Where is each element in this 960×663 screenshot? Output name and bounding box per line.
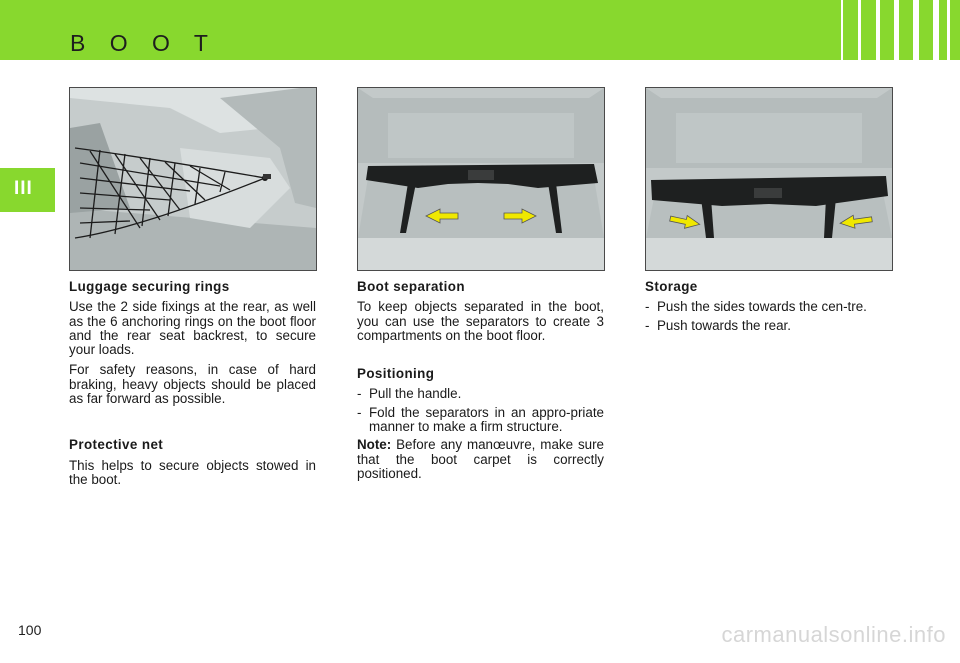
header-stripe (841, 0, 843, 60)
header-stripe (947, 0, 950, 60)
paragraph: This helps to secure objects stowed in the boot. (69, 457, 316, 487)
note-text: Before any manœuvre, make sure that the boot carpet is correctly positioned. (357, 437, 604, 481)
paragraph: Use the 2 side fixings at the rear, as well as the 6 anchoring rings on the boot floor and the rear seat backrest, to secure your loads. (69, 299, 316, 358)
header-stripe (858, 0, 861, 60)
header-stripe (913, 0, 919, 60)
heading-protective-net: Protective net (69, 437, 164, 453)
heading-positioning: Positioning (357, 366, 435, 382)
column-luggage (69, 280, 316, 493)
chapter-tab[interactable] (0, 168, 55, 212)
column-storage (645, 280, 892, 337)
heading-boot-separation: Boot separation (357, 279, 465, 294)
column-boot-separation (357, 280, 604, 487)
heading-storage: Storage (645, 279, 698, 294)
chapter-tab-label: III (14, 178, 33, 199)
photo-storage (645, 87, 893, 271)
list-item: - Push the sides towards the cen-tre. (645, 299, 867, 315)
header-stripe (933, 0, 939, 60)
paragraph: To keep objects separated in the boot, you can use the separators to create 3 compartments on the boot floor. (357, 299, 604, 343)
header-stripe (876, 0, 880, 60)
header-stripe (894, 0, 899, 60)
paragraph: For safety reasons, in case of hard braking, heavy objects should be placed as far forward as possible. (69, 362, 316, 407)
photo-boot-separation (357, 87, 605, 271)
page-number: 100 (18, 622, 42, 638)
page-title: B O O T (70, 30, 217, 56)
watermark: carmanualsonline.info (721, 622, 946, 647)
list-item: - Fold the separators in an appro-priate manner to make a firm structure. (357, 404, 604, 435)
list-item: - Pull the handle. (357, 386, 462, 402)
header-bar (0, 0, 960, 60)
photo-luggage-net (69, 87, 317, 271)
list-item: - Push towards the rear. (645, 317, 791, 333)
note (357, 438, 604, 481)
note-label: Note: (357, 437, 392, 453)
heading-luggage-rings: Luggage securing rings (69, 279, 230, 294)
